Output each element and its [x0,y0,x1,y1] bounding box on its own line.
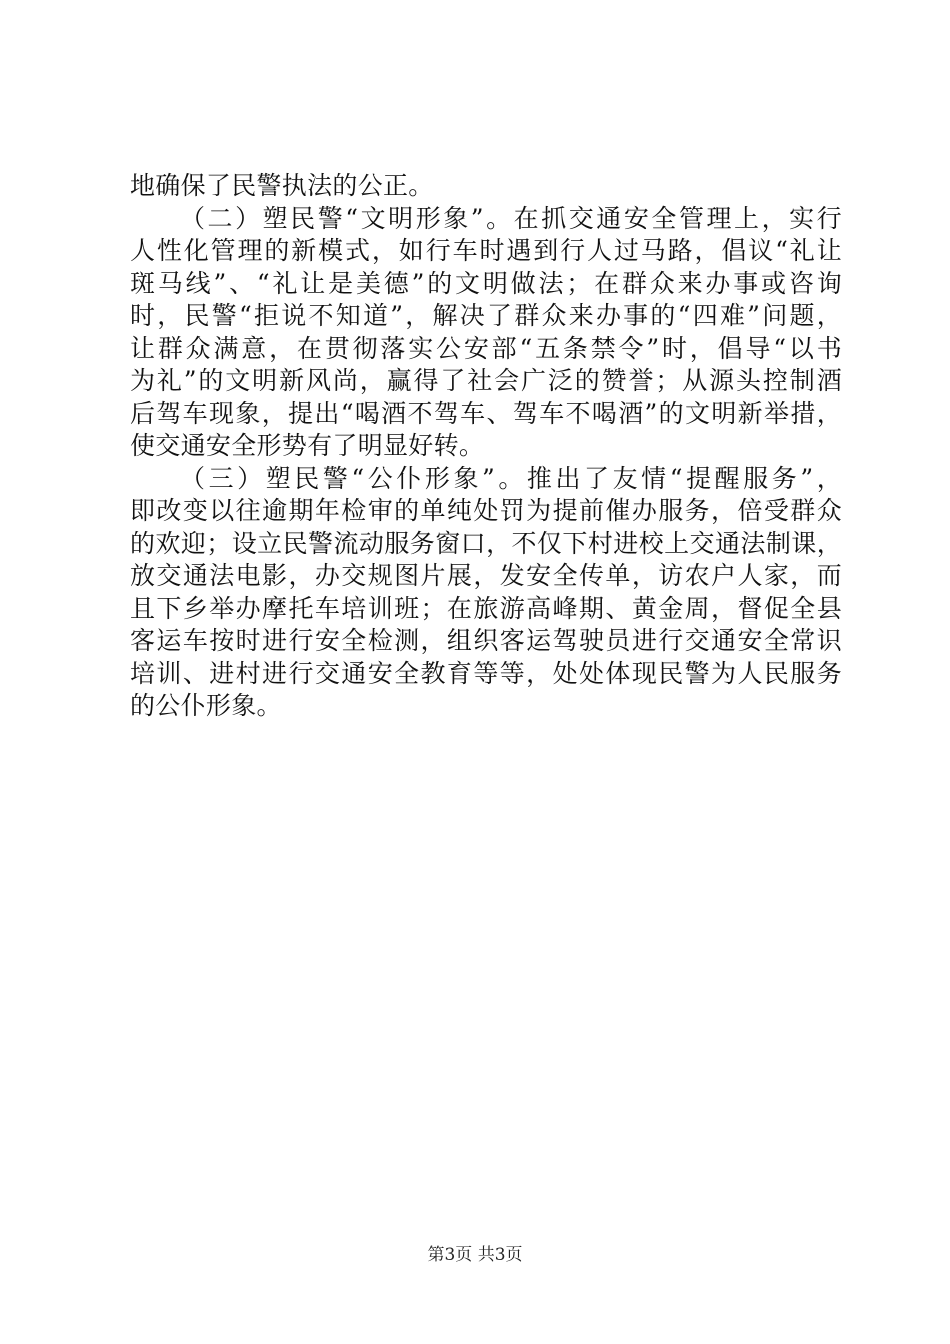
text-line: 即改变以往逾期年检审的单纯处罚为提前催办服务，倍受群众 [130,496,842,525]
paragraph-continuation [130,170,842,203]
text-line: 后驾车现象，提出“喝酒不驾车、驾车不喝酒”的文明新举措， [130,398,842,428]
document-body [130,170,842,723]
text-line: （二）塑民警“文明形象”。在抓交通安全管理上，实行 [180,203,842,233]
paragraph-civilized-image [130,203,842,463]
text-line: （三）塑民警“公仆形象”。推出了友情“提醒服务”， [180,463,842,493]
text-line: 时，民警“拒说不知道”，解决了群众来办事的“四难”问题， [130,301,842,330]
page-number: 第3页 共3页 [427,1245,523,1265]
text-line: 且下乡举办摩托车培训班；在旅游高峰期、黄金周，督促全县 [130,593,842,623]
text-line: 放交通法电影，办交规图片展，发安全传单，访农户人家，而 [130,561,842,590]
text-line: 的欢迎；设立民警流动服务窗口，不仅下村进校上交通法制课， [130,528,842,558]
text-line: 斑马线”、“礼让是美德”的文明做法；在群众来办事或咨询 [130,268,842,298]
text-line: 让群众满意，在贯彻落实公安部“五条禁令”时，倡导“以书 [130,333,842,363]
text-line: 地确保了民警执法的公正。 [130,171,434,200]
paragraph-public-servant-image [130,463,842,723]
text-line: 使交通安全形势有了明显好转。 [130,431,485,460]
page-footer [0,1240,950,1265]
text-line: 的公仆形象。 [130,691,282,720]
text-line: 人性化管理的新模式，如行车时遇到行人过马路，倡议“礼让 [130,236,842,265]
text-line: 培训、进村进行交通安全教育等等，处处体现民警为人民服务 [130,658,842,688]
text-line: 为礼”的文明新风尚，赢得了社会广泛的赞誉；从源头控制酒 [130,366,842,395]
text-line: 客运车按时进行安全检测，组织客运驾驶员进行交通安全常识 [130,626,842,655]
